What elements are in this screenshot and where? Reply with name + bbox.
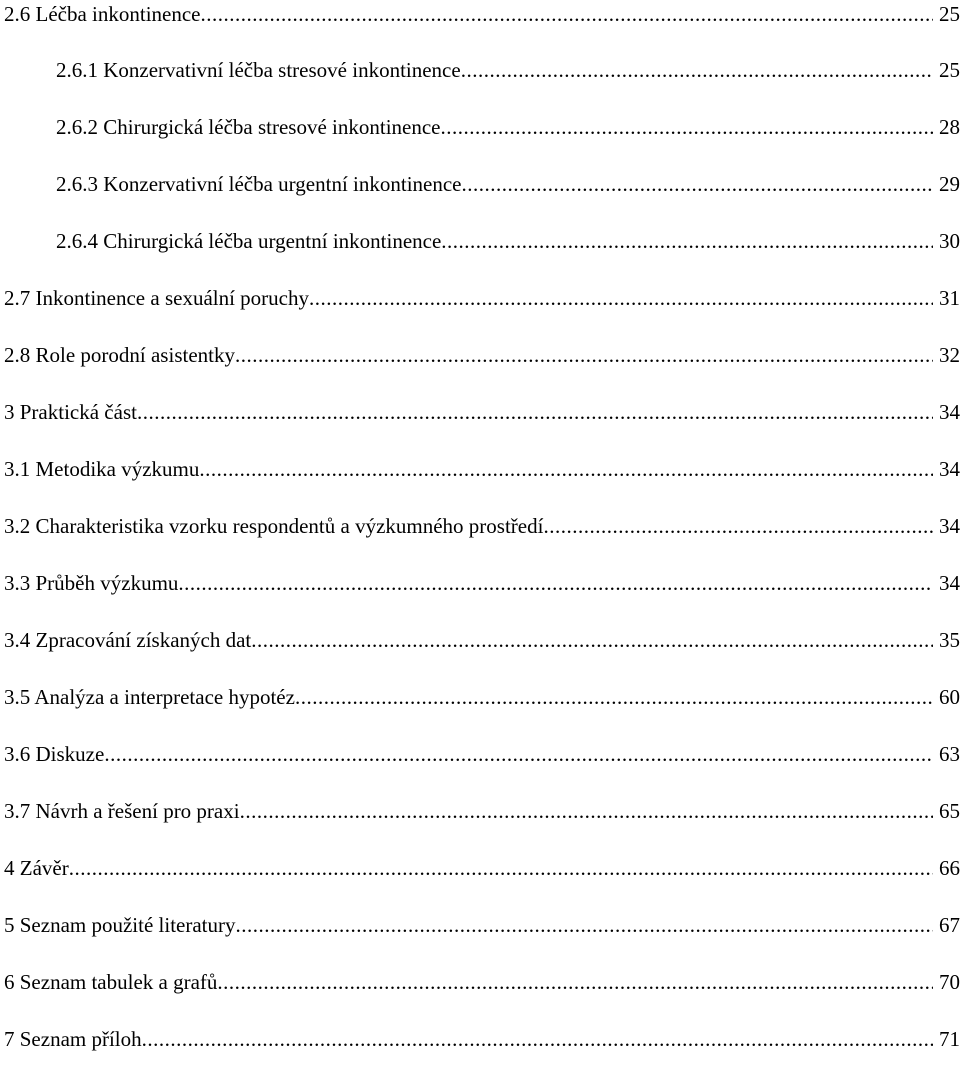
toc-dot-leader <box>441 223 933 259</box>
toc-dot-leader <box>251 622 933 658</box>
toc-entry-title: 4 Závěr <box>4 856 69 880</box>
toc-dot-leader <box>235 337 933 373</box>
toc-entry[interactable] <box>4 964 960 1000</box>
toc-entry[interactable] <box>56 109 960 145</box>
toc-entry-page: 67 <box>939 913 960 937</box>
toc-dot-leader <box>201 0 933 32</box>
toc-entry-title: 3.7 Návrh a řešení pro praxi <box>4 799 240 823</box>
toc-entry-title: 5 Seznam použité literatury <box>4 913 236 937</box>
toc-entry-page: 71 <box>939 1027 960 1051</box>
toc-dot-leader <box>441 109 933 145</box>
toc-entry-title: 2.6.3 Konzervativní léčba urgentní inkontinence <box>56 172 462 196</box>
toc-entry[interactable] <box>56 223 960 259</box>
toc-entry-title: 2.8 Role porodní asistentky <box>4 343 235 367</box>
toc-dot-leader <box>69 850 933 886</box>
toc-entry-title: 3.4 Zpracování získaných dat <box>4 628 252 652</box>
toc-entry-page: 60 <box>939 685 960 709</box>
toc-entry-title: 3.2 Charakteristika vzorku respondentů a výzkumného prostředí <box>4 514 544 538</box>
toc-dot-leader <box>462 166 934 202</box>
toc-entry[interactable] <box>4 622 960 658</box>
toc-entry-title: 2.6.1 Konzervativní léčba stresové inkontinence <box>56 58 461 82</box>
toc-entry[interactable] <box>4 679 960 715</box>
toc-entry-page: 34 <box>939 457 960 481</box>
toc-entry[interactable] <box>4 565 960 601</box>
toc-entry-page: 34 <box>939 400 960 424</box>
toc-entry-page: 28 <box>939 115 960 139</box>
toc-entry[interactable] <box>4 508 960 544</box>
toc-dot-leader <box>295 679 933 715</box>
toc-dot-leader <box>104 736 933 772</box>
toc-entry[interactable] <box>4 907 960 943</box>
toc-entry-title: 3.1 Metodika výzkumu <box>4 457 200 481</box>
toc-entry-title: 2.6 Léčba inkontinence <box>4 2 201 26</box>
toc-entry-page: 63 <box>939 742 960 766</box>
toc-entry[interactable] <box>4 337 960 373</box>
toc-entry-page: 66 <box>939 856 960 880</box>
toc-entry-page: 70 <box>939 970 960 994</box>
toc-entry-title: 2.6.2 Chirurgická léčba stresové inkontinence <box>56 115 441 139</box>
toc-dot-leader <box>240 793 933 829</box>
toc-entry[interactable] <box>4 0 960 32</box>
toc-entry[interactable] <box>56 166 960 202</box>
toc-entry[interactable] <box>4 280 960 316</box>
toc-entry-title: 3.5 Analýza a interpretace hypotéz <box>4 685 295 709</box>
toc-entry-title: 3.6 Diskuze <box>4 742 105 766</box>
toc-dot-leader <box>461 52 933 88</box>
toc-dot-leader <box>543 508 933 544</box>
toc-entry-title: 6 Seznam tabulek a grafů <box>4 970 218 994</box>
toc-dot-leader <box>309 280 933 316</box>
toc-entry-page: 31 <box>939 286 960 310</box>
toc-entry-title: 7 Seznam příloh <box>4 1027 142 1051</box>
toc-entry[interactable] <box>56 52 960 88</box>
toc-entry-page: 25 <box>939 58 960 82</box>
toc-entry-page: 34 <box>939 571 960 595</box>
toc-entry-title: 2.6.4 Chirurgická léčba urgentní inkontinence <box>56 229 442 253</box>
toc-entry[interactable] <box>4 793 960 829</box>
toc-entry-page: 32 <box>939 343 960 367</box>
toc-entry-page: 25 <box>939 2 960 26</box>
toc-entry-page: 65 <box>939 799 960 823</box>
toc-entry-title: 2.7 Inkontinence a sexuální poruchy <box>4 286 309 310</box>
toc-entry[interactable] <box>4 394 960 430</box>
toc-entry-page: 34 <box>939 514 960 538</box>
toc-entry-page: 29 <box>939 172 960 196</box>
toc-dot-leader <box>199 451 933 487</box>
toc-entry-title: 3 Praktická část <box>4 400 137 424</box>
toc-entry-title: 3.3 Průběh výzkumu <box>4 571 179 595</box>
toc-dot-leader <box>178 565 933 601</box>
toc-dot-leader <box>142 1021 933 1057</box>
toc-entry-page: 30 <box>939 229 960 253</box>
toc-entry[interactable] <box>4 1021 960 1057</box>
toc-dot-leader <box>137 394 933 430</box>
toc-entry[interactable] <box>4 850 960 886</box>
toc-entry[interactable] <box>4 736 960 772</box>
toc-entry[interactable] <box>4 451 960 487</box>
toc-entry-page: 35 <box>939 628 960 652</box>
toc-dot-leader <box>217 964 933 1000</box>
toc-dot-leader <box>236 907 933 943</box>
